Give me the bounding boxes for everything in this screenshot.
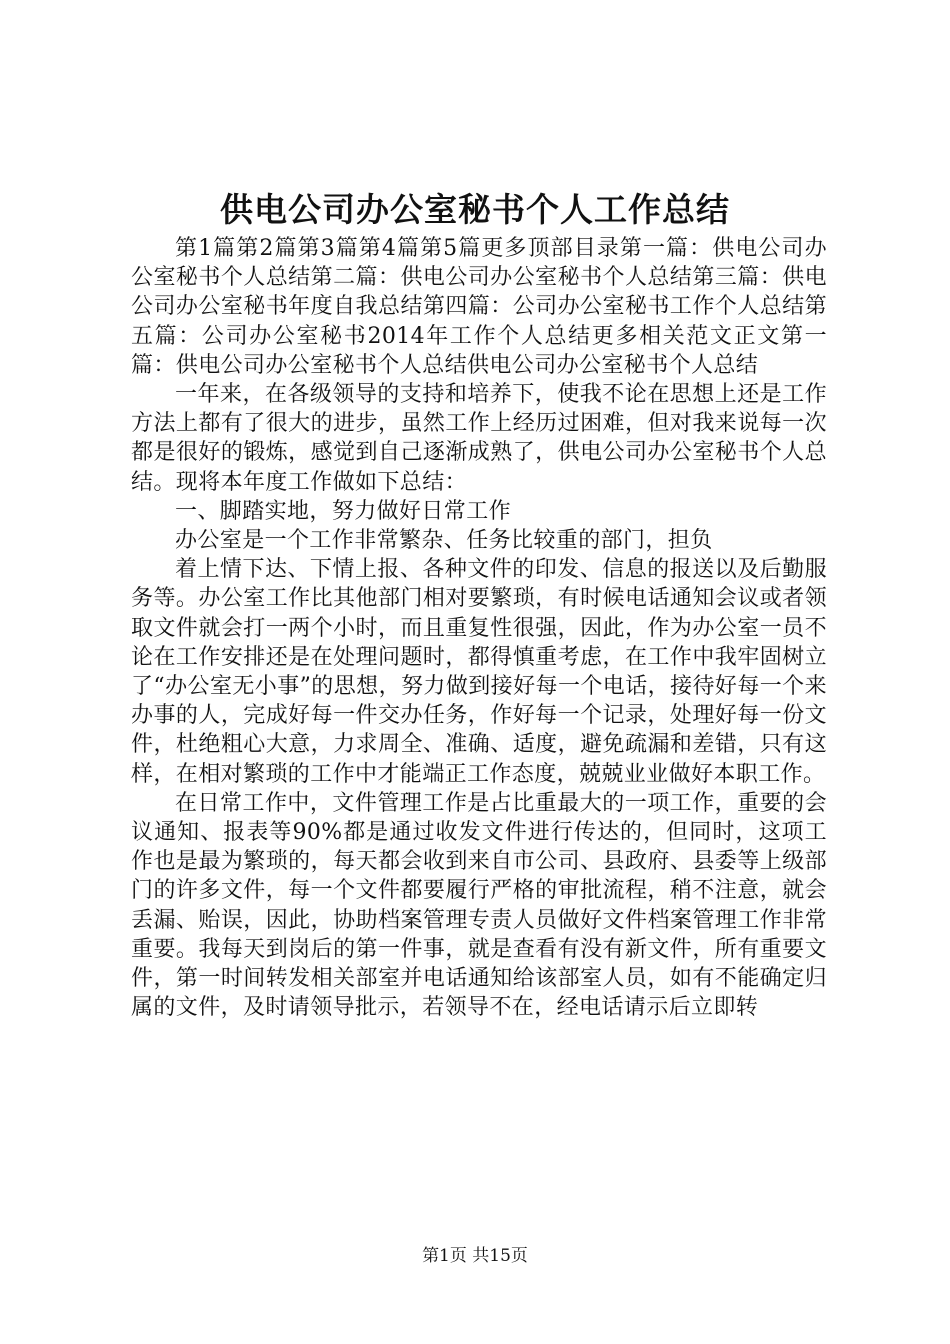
paragraph-introduction: 一年来，在各级领导的支持和培养下，使我不论在思想上还是工作方法上都有了很大的进步，虽然工作上经历过困难，但对我来说每一次都是很好的锻炼，感觉到自己逐渐成熟了，供电公司办公室秘书个人总结。现将本年度工作做如下总结： [131, 382, 827, 495]
paragraph-office-duties: 办公室是一个工作非常繁杂、任务比较重的部门，担负 [175, 528, 713, 554]
section-heading-daily-work: 一、脚踏实地，努力做好日常工作 [175, 498, 512, 524]
page-number-footer: 第1页 共15页 [422, 1246, 528, 1266]
document-body [131, 234, 827, 1022]
paragraph-office-work-detail: 着上情下达、下情上报、各种文件的印发、信息的报送以及后勤服务等。办公室工作比其他部门相对要繁琐，有时候电话通知会议或者领取文件就会打一两个小时，而且重复性很强，因此，作为办公室一员不论在工作安排还是在处理问题时，都得慎重考虑，在工作中我牢固树立了“办公室无小事”的思想，努力做到接好每一个电话，接待好每一个来办事的人，完成好每一件交办任务，作好每一个记录，处理好每一份文件，杜绝粗心大意，力求周全、准确、适度，避免疏漏和差错，只有这样，在相对繁琐的工作中才能端正工作态度，兢兢业业做好本职工作。 [131, 557, 827, 787]
document-title: 供电公司办公室秘书个人工作总结 [220, 190, 730, 229]
paragraph-file-management: 在日常工作中，文件管理工作是占比重最大的一项工作，重要的会议通知、报表等90%都是通过收发文件进行传达的，但同时，这项工作也是最为繁琐的，每天都会收到来自市公司、县政府、县委等上级部门的许多文件，每一个文件都要履行严格的审批流程，稍不注意，就会丢漏、贻误，因此，协助档案管理专责人员做好文件档案管理工作非常重要。我每天到岗后的第一件事，就是查看有没有新文件，所有重要文件，第一时间转发相关部室并电话通知给该部室人员，如有不能确定归属的文件，及时请领导批示，若领导不在，经电话请示后立即转 [131, 790, 827, 1021]
paragraph-table-of-contents: 第1篇第2篇第3篇第4篇第5篇更多顶部目录第一篇：供电公司办公室秘书个人总结第二篇：供电公司办公室秘书个人总结第三篇：供电公司办公室秘书年度自我总结第四篇：公司办公室秘书工作个人总结第五篇：公司办公室秘书2014年工作个人总结更多相关范文正文第一篇：供电公司办公室秘书个人总结供电公司办公室秘书个人总结 [131, 236, 827, 378]
